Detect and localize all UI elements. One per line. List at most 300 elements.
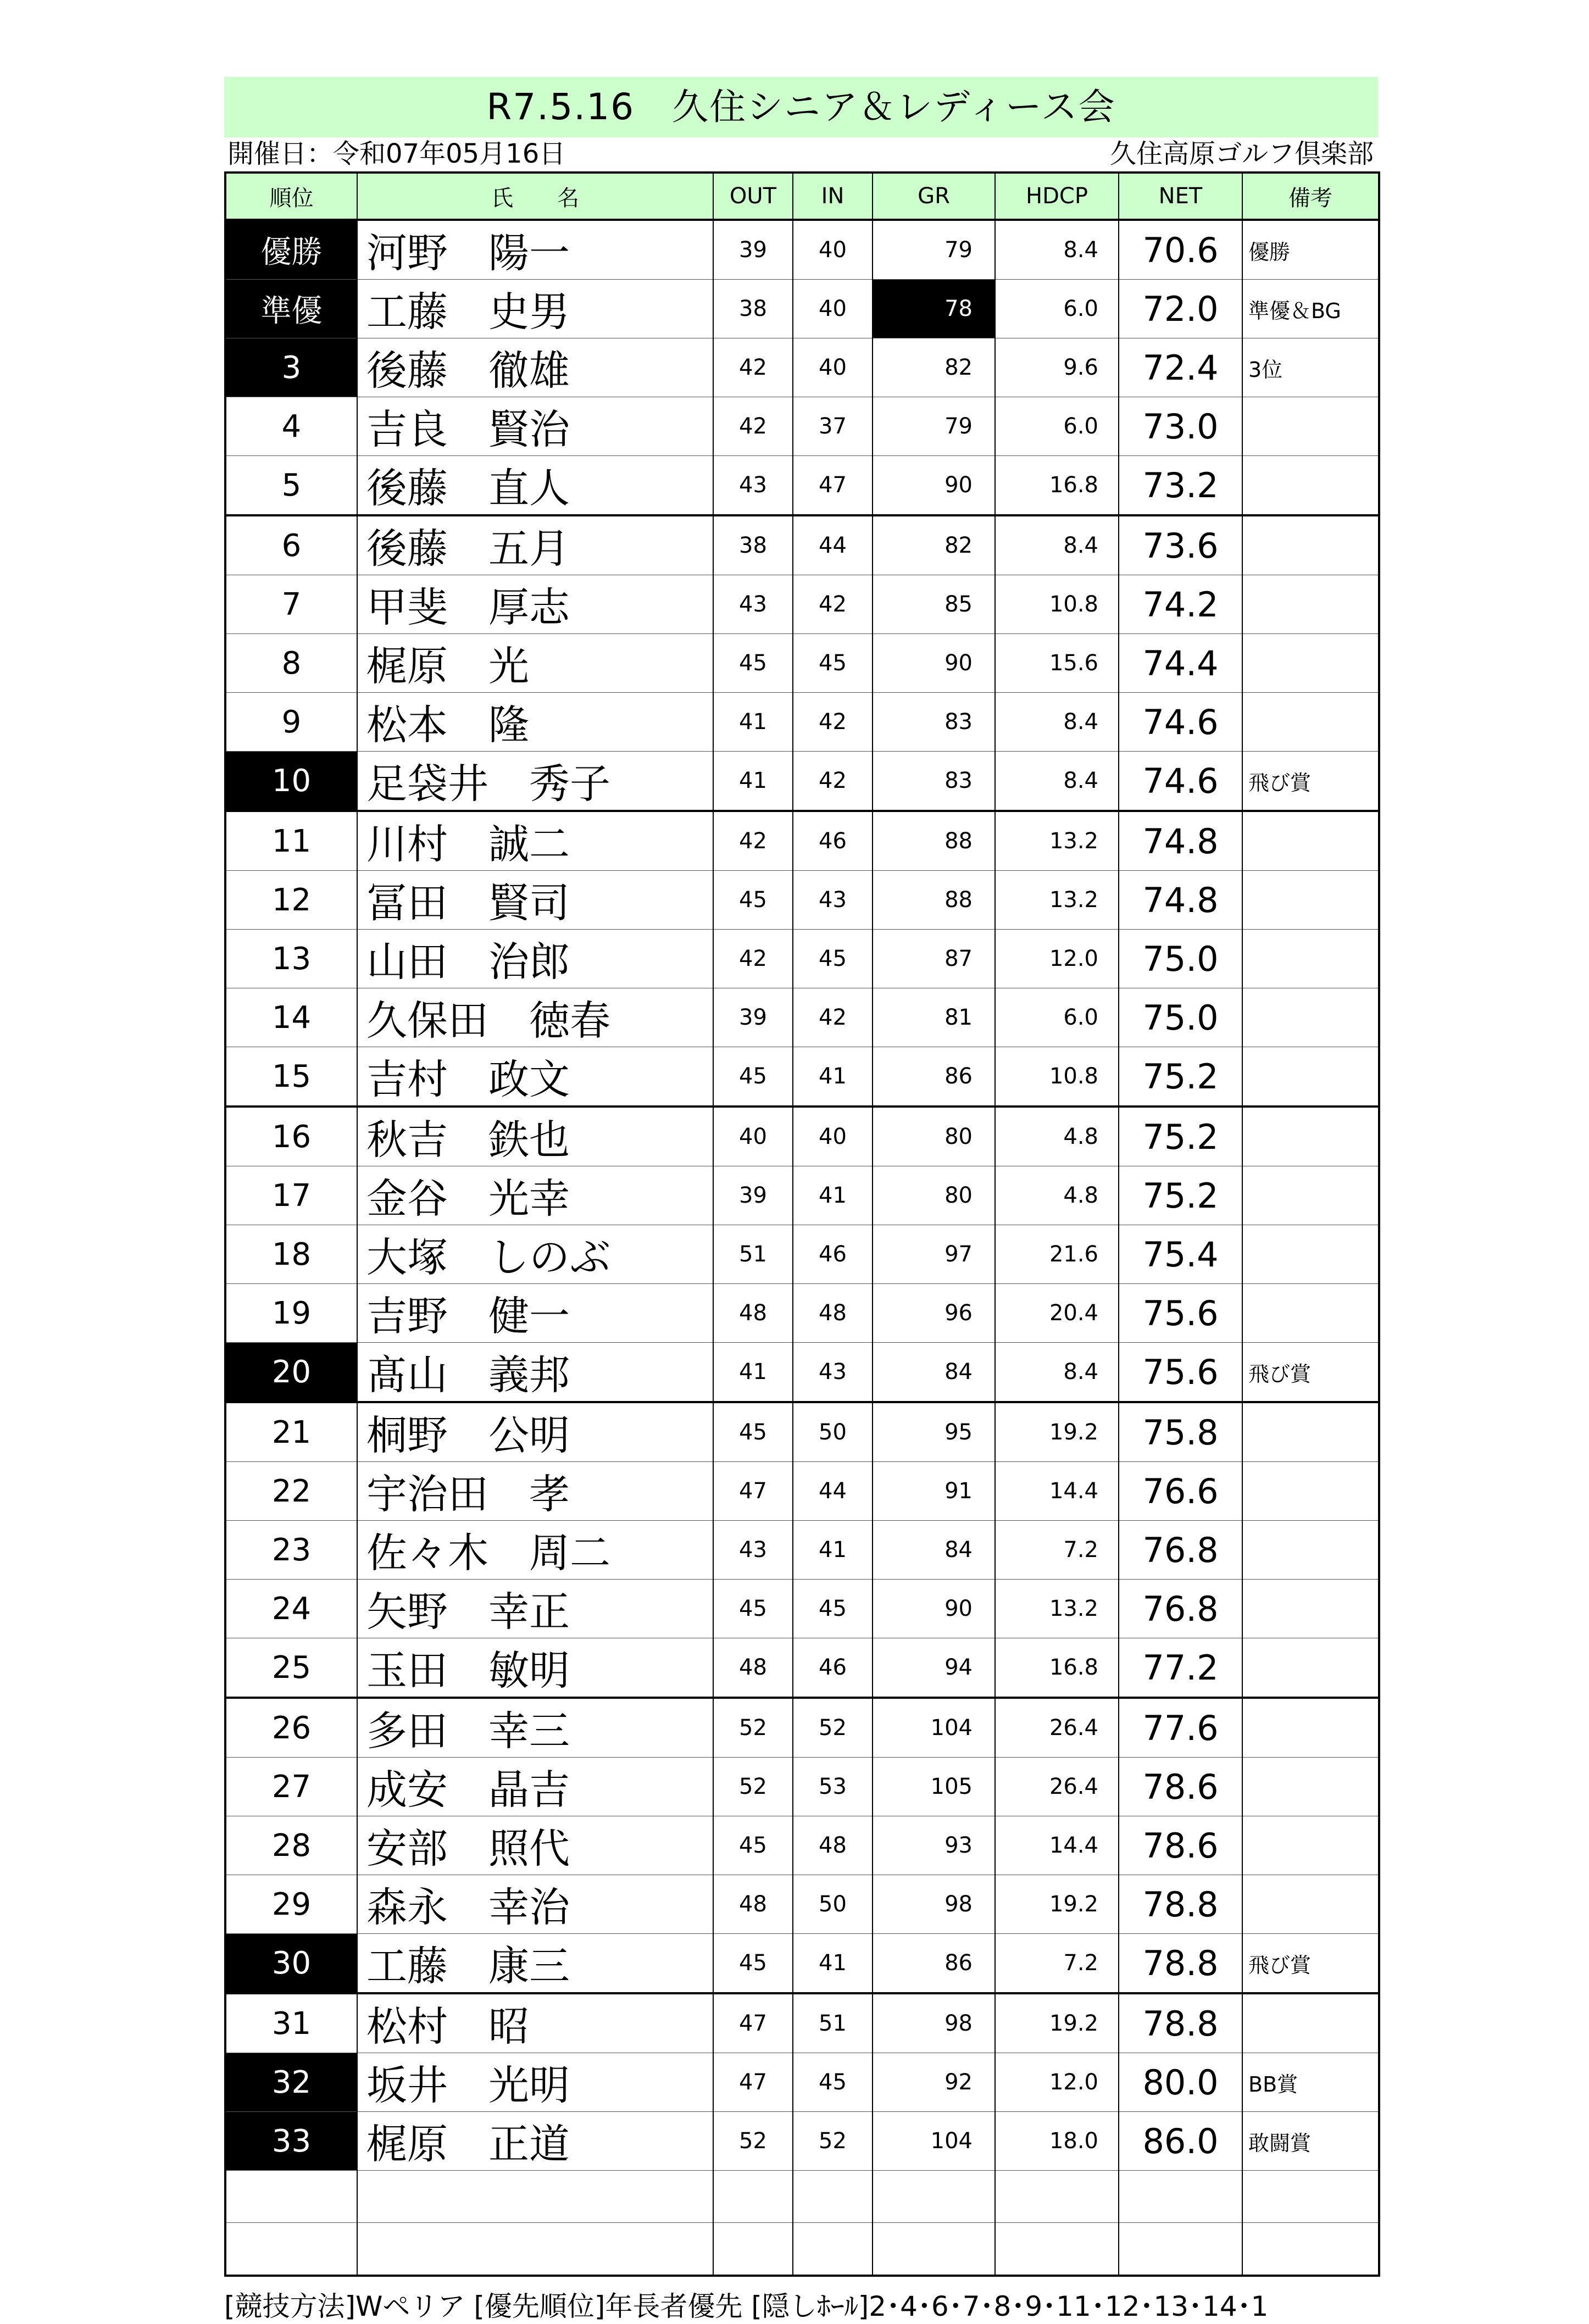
cell-gr: 98 xyxy=(873,1875,995,1934)
cell-net: 76.8 xyxy=(1119,1521,1242,1580)
cell-out: 47 xyxy=(713,1993,793,2053)
cell-note xyxy=(1242,456,1379,516)
cell-in: 48 xyxy=(793,1284,873,1343)
cell-in: 53 xyxy=(793,1758,873,1816)
cell-note xyxy=(1242,1638,1379,1698)
empty-cell xyxy=(995,2223,1119,2276)
empty-cell xyxy=(873,2171,995,2223)
cell-hdcp: 19.2 xyxy=(995,1402,1119,1462)
cell-name: 松村 昭 xyxy=(357,1993,713,2053)
cell-note xyxy=(1242,871,1379,930)
table-row xyxy=(225,1521,1379,1580)
cell-note xyxy=(1242,1993,1379,2053)
cell-out: 41 xyxy=(713,752,793,811)
cell-in: 45 xyxy=(793,2053,873,2112)
cell-rank: 32 xyxy=(225,2053,357,2112)
cell-net: 73.0 xyxy=(1119,397,1242,456)
cell-name: 吉野 健一 xyxy=(357,1284,713,1343)
cell-net: 74.4 xyxy=(1119,634,1242,693)
cell-in: 40 xyxy=(793,338,873,397)
cell-name: 梶原 正道 xyxy=(357,2112,713,2171)
table-row xyxy=(225,1580,1379,1638)
cell-in: 45 xyxy=(793,634,873,693)
cell-in: 42 xyxy=(793,752,873,811)
cell-in: 41 xyxy=(793,1934,873,1994)
cell-name: 後藤 五月 xyxy=(357,515,713,575)
cell-hdcp: 12.0 xyxy=(995,930,1119,988)
cell-note xyxy=(1242,1462,1379,1521)
table-row xyxy=(225,1343,1379,1403)
cell-out: 48 xyxy=(713,1284,793,1343)
cell-rank: 4 xyxy=(225,397,357,456)
cell-in: 41 xyxy=(793,1047,873,1107)
cell-rank: 29 xyxy=(225,1875,357,1934)
cell-rank: 23 xyxy=(225,1521,357,1580)
col-header-in: IN xyxy=(793,173,873,220)
cell-gr: 84 xyxy=(873,1343,995,1403)
cell-rank: 24 xyxy=(225,1580,357,1638)
empty-cell xyxy=(713,2171,793,2223)
cell-rank: 17 xyxy=(225,1166,357,1225)
cell-hdcp: 8.4 xyxy=(995,220,1119,280)
cell-gr: 97 xyxy=(873,1225,995,1284)
cell-out: 52 xyxy=(713,1698,793,1758)
cell-net: 75.0 xyxy=(1119,988,1242,1047)
table-row xyxy=(225,575,1379,634)
cell-net: 75.2 xyxy=(1119,1047,1242,1107)
table-row xyxy=(225,1993,1379,2053)
cell-note: 3位 xyxy=(1242,338,1379,397)
table-row xyxy=(225,2112,1379,2171)
cell-rank: 30 xyxy=(225,1934,357,1994)
empty-cell xyxy=(793,2171,873,2223)
cell-gr: 90 xyxy=(873,1580,995,1638)
cell-rank: 33 xyxy=(225,2112,357,2171)
cell-gr: 104 xyxy=(873,1698,995,1758)
cell-hdcp: 10.8 xyxy=(995,575,1119,634)
cell-gr: 91 xyxy=(873,1462,995,1521)
cell-net: 75.2 xyxy=(1119,1166,1242,1225)
cell-in: 46 xyxy=(793,1638,873,1698)
table-row xyxy=(225,1638,1379,1698)
cell-note xyxy=(1242,930,1379,988)
cell-name: 金谷 光幸 xyxy=(357,1166,713,1225)
cell-name: 宇治田 孝 xyxy=(357,1462,713,1521)
cell-net: 74.2 xyxy=(1119,575,1242,634)
cell-in: 45 xyxy=(793,930,873,988)
cell-rank: 27 xyxy=(225,1758,357,1816)
table-row xyxy=(225,1284,1379,1343)
cell-out: 45 xyxy=(713,1047,793,1107)
cell-in: 44 xyxy=(793,1462,873,1521)
results-table xyxy=(224,171,1380,2277)
cell-name: 河野 陽一 xyxy=(357,220,713,280)
table-row xyxy=(225,1047,1379,1107)
cell-in: 43 xyxy=(793,1343,873,1403)
cell-out: 42 xyxy=(713,811,793,871)
table-row xyxy=(225,338,1379,397)
cell-out: 52 xyxy=(713,2112,793,2171)
col-header-net: NET xyxy=(1119,173,1242,220)
cell-hdcp: 13.2 xyxy=(995,1580,1119,1638)
cell-net: 86.0 xyxy=(1119,2112,1242,2171)
cell-gr: 88 xyxy=(873,871,995,930)
cell-net: 75.0 xyxy=(1119,930,1242,988)
cell-gr: 94 xyxy=(873,1638,995,1698)
page-title: R7.5.16 久住シニア＆レディース会 xyxy=(224,77,1378,137)
cell-name: 工藤 康三 xyxy=(357,1934,713,1994)
cell-hdcp: 21.6 xyxy=(995,1225,1119,1284)
cell-in: 40 xyxy=(793,280,873,338)
cell-hdcp: 19.2 xyxy=(995,1875,1119,1934)
empty-row xyxy=(225,2171,1379,2223)
cell-gr: 90 xyxy=(873,634,995,693)
cell-rank: 25 xyxy=(225,1638,357,1698)
table-row xyxy=(225,988,1379,1047)
cell-note: 飛び賞 xyxy=(1242,1934,1379,1994)
empty-cell xyxy=(357,2223,713,2276)
table-row xyxy=(225,1934,1379,1994)
cell-name: 後藤 徹雄 xyxy=(357,338,713,397)
cell-rank: 10 xyxy=(225,752,357,811)
cell-hdcp: 6.0 xyxy=(995,988,1119,1047)
cell-in: 37 xyxy=(793,397,873,456)
cell-name: 足袋井 秀子 xyxy=(357,752,713,811)
cell-note xyxy=(1242,1758,1379,1816)
cell-note xyxy=(1242,1284,1379,1343)
table-row xyxy=(225,1758,1379,1816)
cell-name: 坂井 光明 xyxy=(357,2053,713,2112)
cell-hdcp: 7.2 xyxy=(995,1521,1119,1580)
cell-out: 45 xyxy=(713,1816,793,1875)
cell-in: 50 xyxy=(793,1402,873,1462)
cell-rank: 3 xyxy=(225,338,357,397)
table-row xyxy=(225,1225,1379,1284)
results-body xyxy=(225,220,1379,2276)
cell-net: 75.4 xyxy=(1119,1225,1242,1284)
cell-rank: 31 xyxy=(225,1993,357,2053)
cell-hdcp: 7.2 xyxy=(995,1934,1119,1994)
empty-cell xyxy=(357,2171,713,2223)
table-row xyxy=(225,1875,1379,1934)
cell-out: 52 xyxy=(713,1758,793,1816)
cell-in: 40 xyxy=(793,1107,873,1166)
cell-out: 41 xyxy=(713,693,793,752)
col-header-name: 氏 名 xyxy=(357,173,713,220)
cell-name: 多田 幸三 xyxy=(357,1698,713,1758)
table-row xyxy=(225,456,1379,516)
empty-cell xyxy=(793,2223,873,2276)
col-header-rank: 順位 xyxy=(225,173,357,220)
cell-gr: 79 xyxy=(873,220,995,280)
cell-net: 75.8 xyxy=(1119,1402,1242,1462)
table-row xyxy=(225,752,1379,811)
cell-out: 43 xyxy=(713,456,793,516)
cell-name: 成安 晶吉 xyxy=(357,1758,713,1816)
cell-net: 77.6 xyxy=(1119,1698,1242,1758)
table-row xyxy=(225,930,1379,988)
cell-net: 76.8 xyxy=(1119,1580,1242,1638)
cell-out: 47 xyxy=(713,2053,793,2112)
cell-gr: 90 xyxy=(873,456,995,516)
cell-in: 40 xyxy=(793,220,873,280)
table-row xyxy=(225,220,1379,280)
col-header-out: OUT xyxy=(713,173,793,220)
cell-net: 74.6 xyxy=(1119,752,1242,811)
cell-name: 矢野 幸正 xyxy=(357,1580,713,1638)
cell-hdcp: 8.4 xyxy=(995,752,1119,811)
cell-hdcp: 14.4 xyxy=(995,1462,1119,1521)
cell-out: 40 xyxy=(713,1107,793,1166)
cell-in: 42 xyxy=(793,575,873,634)
cell-hdcp: 26.4 xyxy=(995,1758,1119,1816)
cell-hdcp: 16.8 xyxy=(995,1638,1119,1698)
table-row xyxy=(225,2053,1379,2112)
cell-out: 51 xyxy=(713,1225,793,1284)
cell-rank: 7 xyxy=(225,575,357,634)
cell-net: 78.8 xyxy=(1119,1875,1242,1934)
cell-in: 51 xyxy=(793,1993,873,2053)
cell-rank: 20 xyxy=(225,1343,357,1403)
cell-hdcp: 13.2 xyxy=(995,871,1119,930)
empty-cell xyxy=(713,2223,793,2276)
cell-rank: 15 xyxy=(225,1047,357,1107)
cell-note xyxy=(1242,515,1379,575)
cell-gr: 79 xyxy=(873,397,995,456)
col-header-note: 備考 xyxy=(1242,173,1379,220)
cell-name: 秋吉 鉄也 xyxy=(357,1107,713,1166)
cell-rank: 28 xyxy=(225,1816,357,1875)
cell-out: 48 xyxy=(713,1638,793,1698)
cell-gr: 82 xyxy=(873,338,995,397)
cell-rank: 18 xyxy=(225,1225,357,1284)
cell-out: 39 xyxy=(713,220,793,280)
cell-hdcp: 8.4 xyxy=(995,693,1119,752)
cell-in: 48 xyxy=(793,1816,873,1875)
cell-gr: 105 xyxy=(873,1758,995,1816)
cell-in: 52 xyxy=(793,1698,873,1758)
cell-name: 玉田 敏明 xyxy=(357,1638,713,1698)
cell-net: 72.0 xyxy=(1119,280,1242,338)
cell-rank: 9 xyxy=(225,693,357,752)
cell-net: 75.2 xyxy=(1119,1107,1242,1166)
empty-cell xyxy=(225,2223,357,2276)
cell-gr: 93 xyxy=(873,1816,995,1875)
club-name: 久住高原ゴルフ倶楽部 xyxy=(1109,138,1374,169)
cell-gr: 92 xyxy=(873,2053,995,2112)
table-row xyxy=(225,693,1379,752)
cell-hdcp: 16.8 xyxy=(995,456,1119,516)
cell-hdcp: 6.0 xyxy=(995,397,1119,456)
cell-gr: 96 xyxy=(873,1284,995,1343)
table-row xyxy=(225,634,1379,693)
cell-gr: 85 xyxy=(873,575,995,634)
empty-cell xyxy=(873,2223,995,2276)
cell-net: 80.0 xyxy=(1119,2053,1242,2112)
cell-name: 山田 治郎 xyxy=(357,930,713,988)
cell-gr: 78 xyxy=(873,280,995,338)
cell-note xyxy=(1242,1521,1379,1580)
table-row xyxy=(225,871,1379,930)
cell-rank: 優勝 xyxy=(225,220,357,280)
cell-gr: 95 xyxy=(873,1402,995,1462)
cell-out: 38 xyxy=(713,515,793,575)
cell-gr: 88 xyxy=(873,811,995,871)
cell-hdcp: 26.4 xyxy=(995,1698,1119,1758)
cell-out: 41 xyxy=(713,1343,793,1403)
table-row xyxy=(225,1816,1379,1875)
cell-hdcp: 12.0 xyxy=(995,2053,1119,2112)
cell-hdcp: 15.6 xyxy=(995,634,1119,693)
cell-rank: 準優 xyxy=(225,280,357,338)
cell-net: 74.6 xyxy=(1119,693,1242,752)
table-row xyxy=(225,515,1379,575)
cell-note xyxy=(1242,1875,1379,1934)
cell-net: 78.6 xyxy=(1119,1758,1242,1816)
cell-out: 39 xyxy=(713,1166,793,1225)
empty-cell xyxy=(225,2171,357,2223)
cell-net: 77.2 xyxy=(1119,1638,1242,1698)
cell-rank: 12 xyxy=(225,871,357,930)
cell-hdcp: 9.6 xyxy=(995,338,1119,397)
cell-hdcp: 20.4 xyxy=(995,1284,1119,1343)
cell-gr: 80 xyxy=(873,1107,995,1166)
empty-cell xyxy=(1119,2223,1242,2276)
cell-hdcp: 8.4 xyxy=(995,1343,1119,1403)
cell-out: 45 xyxy=(713,1580,793,1638)
cell-in: 46 xyxy=(793,1225,873,1284)
cell-hdcp: 6.0 xyxy=(995,280,1119,338)
cell-gr: 86 xyxy=(873,1934,995,1994)
cell-net: 76.6 xyxy=(1119,1462,1242,1521)
cell-in: 52 xyxy=(793,2112,873,2171)
cell-note xyxy=(1242,575,1379,634)
cell-net: 78.6 xyxy=(1119,1816,1242,1875)
cell-net: 74.8 xyxy=(1119,871,1242,930)
cell-rank: 11 xyxy=(225,811,357,871)
cell-net: 74.8 xyxy=(1119,811,1242,871)
cell-note xyxy=(1242,811,1379,871)
cell-in: 44 xyxy=(793,515,873,575)
cell-note xyxy=(1242,397,1379,456)
cell-gr: 81 xyxy=(873,988,995,1047)
cell-hdcp: 4.8 xyxy=(995,1107,1119,1166)
subheader xyxy=(224,140,1378,171)
cell-hdcp: 14.4 xyxy=(995,1816,1119,1875)
cell-note xyxy=(1242,1816,1379,1875)
cell-note: 飛び賞 xyxy=(1242,1343,1379,1403)
cell-out: 38 xyxy=(713,280,793,338)
cell-name: 久保田 徳春 xyxy=(357,988,713,1047)
event-date: 開催日：令和07年05月16日 xyxy=(227,138,566,169)
cell-in: 41 xyxy=(793,1166,873,1225)
cell-name: 松本 隆 xyxy=(357,693,713,752)
cell-name: 大塚 しのぶ xyxy=(357,1225,713,1284)
cell-note xyxy=(1242,1166,1379,1225)
col-header-hdcp: HDCP xyxy=(995,173,1119,220)
cell-name: 甲斐 厚志 xyxy=(357,575,713,634)
cell-note xyxy=(1242,634,1379,693)
cell-in: 45 xyxy=(793,1580,873,1638)
cell-out: 43 xyxy=(713,575,793,634)
cell-gr: 82 xyxy=(873,515,995,575)
cell-name: 梶原 光 xyxy=(357,634,713,693)
competition-rules: [競技方法]Wペリア [優先順位]年長者優先 [隠しﾎｰﾙ]2･4･6･7･8･9･11･12･13･14･1 xyxy=(224,2290,1269,2322)
col-header-gr: GR xyxy=(873,173,995,220)
cell-note xyxy=(1242,693,1379,752)
cell-hdcp: 13.2 xyxy=(995,811,1119,871)
cell-net: 75.6 xyxy=(1119,1284,1242,1343)
cell-in: 47 xyxy=(793,456,873,516)
cell-out: 45 xyxy=(713,1402,793,1462)
cell-out: 43 xyxy=(713,1521,793,1580)
cell-name: 桐野 公明 xyxy=(357,1402,713,1462)
cell-name: 髙山 義邦 xyxy=(357,1343,713,1403)
cell-gr: 86 xyxy=(873,1047,995,1107)
cell-name: 森永 幸治 xyxy=(357,1875,713,1934)
table-row xyxy=(225,280,1379,338)
table-row xyxy=(225,1698,1379,1758)
cell-gr: 104 xyxy=(873,2112,995,2171)
cell-rank: 26 xyxy=(225,1698,357,1758)
cell-note xyxy=(1242,1225,1379,1284)
cell-in: 41 xyxy=(793,1521,873,1580)
header-row xyxy=(225,173,1379,220)
cell-net: 75.6 xyxy=(1119,1343,1242,1403)
cell-in: 43 xyxy=(793,871,873,930)
cell-gr: 87 xyxy=(873,930,995,988)
table-row xyxy=(225,811,1379,871)
cell-out: 42 xyxy=(713,338,793,397)
cell-rank: 16 xyxy=(225,1107,357,1166)
table-row xyxy=(225,1166,1379,1225)
cell-hdcp: 18.0 xyxy=(995,2112,1119,2171)
cell-gr: 83 xyxy=(873,752,995,811)
cell-out: 39 xyxy=(713,988,793,1047)
cell-rank: 19 xyxy=(225,1284,357,1343)
cell-gr: 80 xyxy=(873,1166,995,1225)
cell-net: 78.8 xyxy=(1119,1993,1242,2053)
cell-in: 50 xyxy=(793,1875,873,1934)
empty-cell xyxy=(1242,2171,1379,2223)
cell-out: 42 xyxy=(713,930,793,988)
cell-rank: 13 xyxy=(225,930,357,988)
cell-note xyxy=(1242,1107,1379,1166)
cell-out: 47 xyxy=(713,1462,793,1521)
cell-out: 42 xyxy=(713,397,793,456)
empty-cell xyxy=(995,2171,1119,2223)
cell-name: 工藤 史男 xyxy=(357,280,713,338)
cell-note xyxy=(1242,1580,1379,1638)
cell-out: 45 xyxy=(713,634,793,693)
cell-out: 45 xyxy=(713,871,793,930)
cell-gr: 83 xyxy=(873,693,995,752)
cell-rank: 14 xyxy=(225,988,357,1047)
cell-hdcp: 10.8 xyxy=(995,1047,1119,1107)
cell-in: 42 xyxy=(793,988,873,1047)
results-sheet xyxy=(224,77,1378,2324)
cell-note: 準優＆BG xyxy=(1242,280,1379,338)
cell-hdcp: 4.8 xyxy=(995,1166,1119,1225)
cell-net: 73.2 xyxy=(1119,456,1242,516)
cell-net: 73.6 xyxy=(1119,515,1242,575)
cell-note: 優勝 xyxy=(1242,220,1379,280)
cell-out: 45 xyxy=(713,1934,793,1994)
cell-rank: 5 xyxy=(225,456,357,516)
cell-hdcp: 8.4 xyxy=(995,515,1119,575)
cell-name: 後藤 直人 xyxy=(357,456,713,516)
table-row xyxy=(225,397,1379,456)
